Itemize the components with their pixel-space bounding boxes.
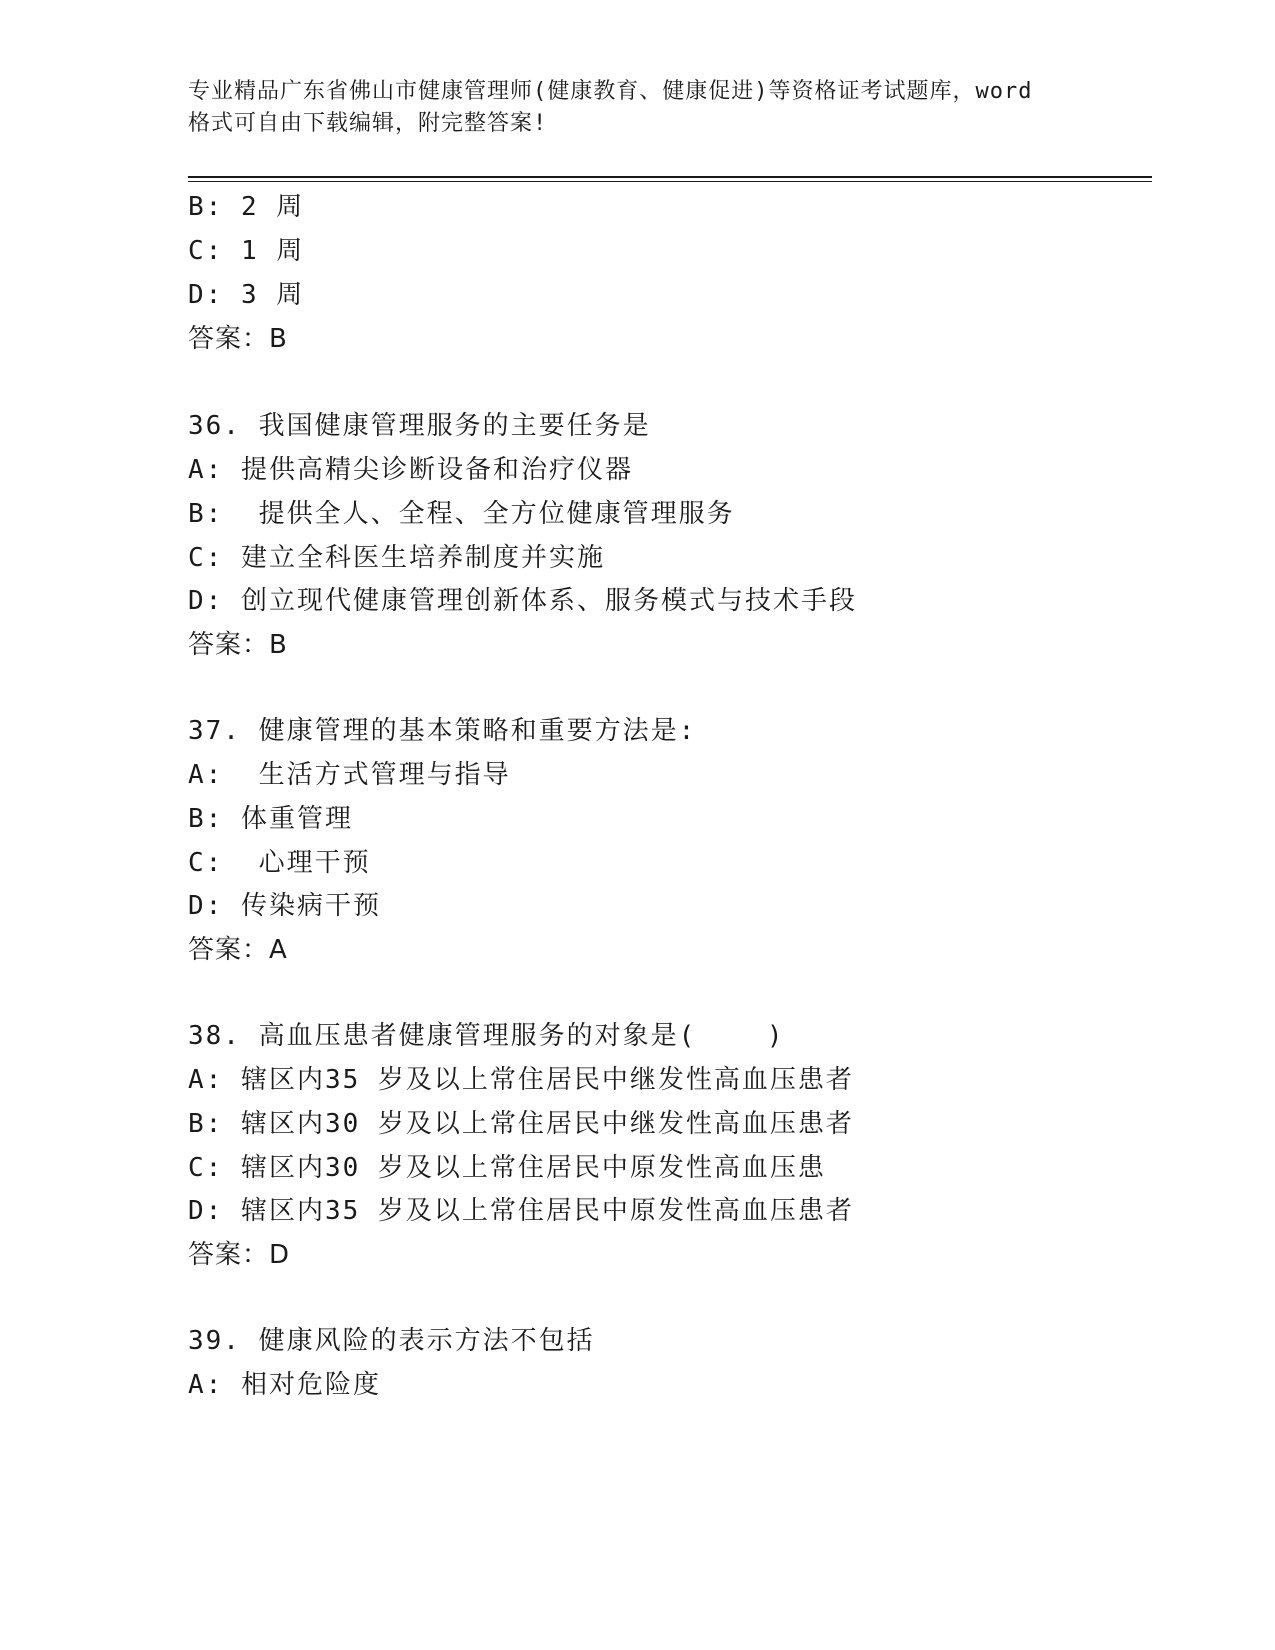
q38-answer: 答案：D [188, 1240, 291, 1270]
document-header [188, 76, 1088, 140]
q37-option-a: A: 生活方式管理与指导 [188, 760, 511, 790]
q39-question: 39. 健康风险的表示方法不包括 [188, 1326, 595, 1356]
q36-option-a: A: 提供高精尖诊断设备和治疗仪器 [188, 455, 633, 485]
prev-option-b: B: 2 周 [188, 192, 305, 222]
header-line-2: 格式可自由下载编辑，附完整答案! [188, 111, 548, 136]
q37-answer: 答案：A [188, 935, 288, 965]
q38-option-a: A: 辖区内35 岁及以上常住居民中继发性高血压患者 [188, 1065, 854, 1095]
q39-option-a: A: 相对危险度 [188, 1370, 381, 1400]
prev-option-d: D: 3 周 [188, 280, 305, 310]
q38-option-c: C: 辖区内30 岁及以上常住居民中原发性高血压患 [188, 1153, 826, 1183]
q36-option-d: D: 创立现代健康管理创新体系、服务模式与技术手段 [188, 586, 857, 616]
prev-option-c: C: 1 周 [188, 236, 305, 266]
header-line-1: 专业精品广东省佛山市健康管理师(健康教育、健康促进)等资格证考试题库，word [188, 79, 1033, 104]
header-divider [188, 176, 1152, 182]
q36-option-b: B: 提供全人、全程、全方位健康管理服务 [188, 499, 735, 529]
q38-option-d: D: 辖区内35 岁及以上常住居民中原发性高血压患者 [188, 1196, 854, 1226]
q36-option-c: C: 建立全科医生培养制度并实施 [188, 543, 605, 573]
q37-option-c: C: 心理干预 [188, 848, 371, 878]
q38-question: 38. 高血压患者健康管理服务的对象是( ) [188, 1021, 785, 1051]
q36-question: 36. 我国健康管理服务的主要任务是 [188, 411, 651, 441]
q38-option-b: B: 辖区内30 岁及以上常住居民中继发性高血压患者 [188, 1109, 854, 1139]
q36-answer: 答案：B [188, 630, 288, 660]
q37-option-d: D: 传染病干预 [188, 891, 381, 921]
prev-answer: 答案：B [188, 324, 288, 354]
q37-option-b: B: 体重管理 [188, 804, 353, 834]
q37-question: 37. 健康管理的基本策略和重要方法是: [188, 716, 697, 746]
